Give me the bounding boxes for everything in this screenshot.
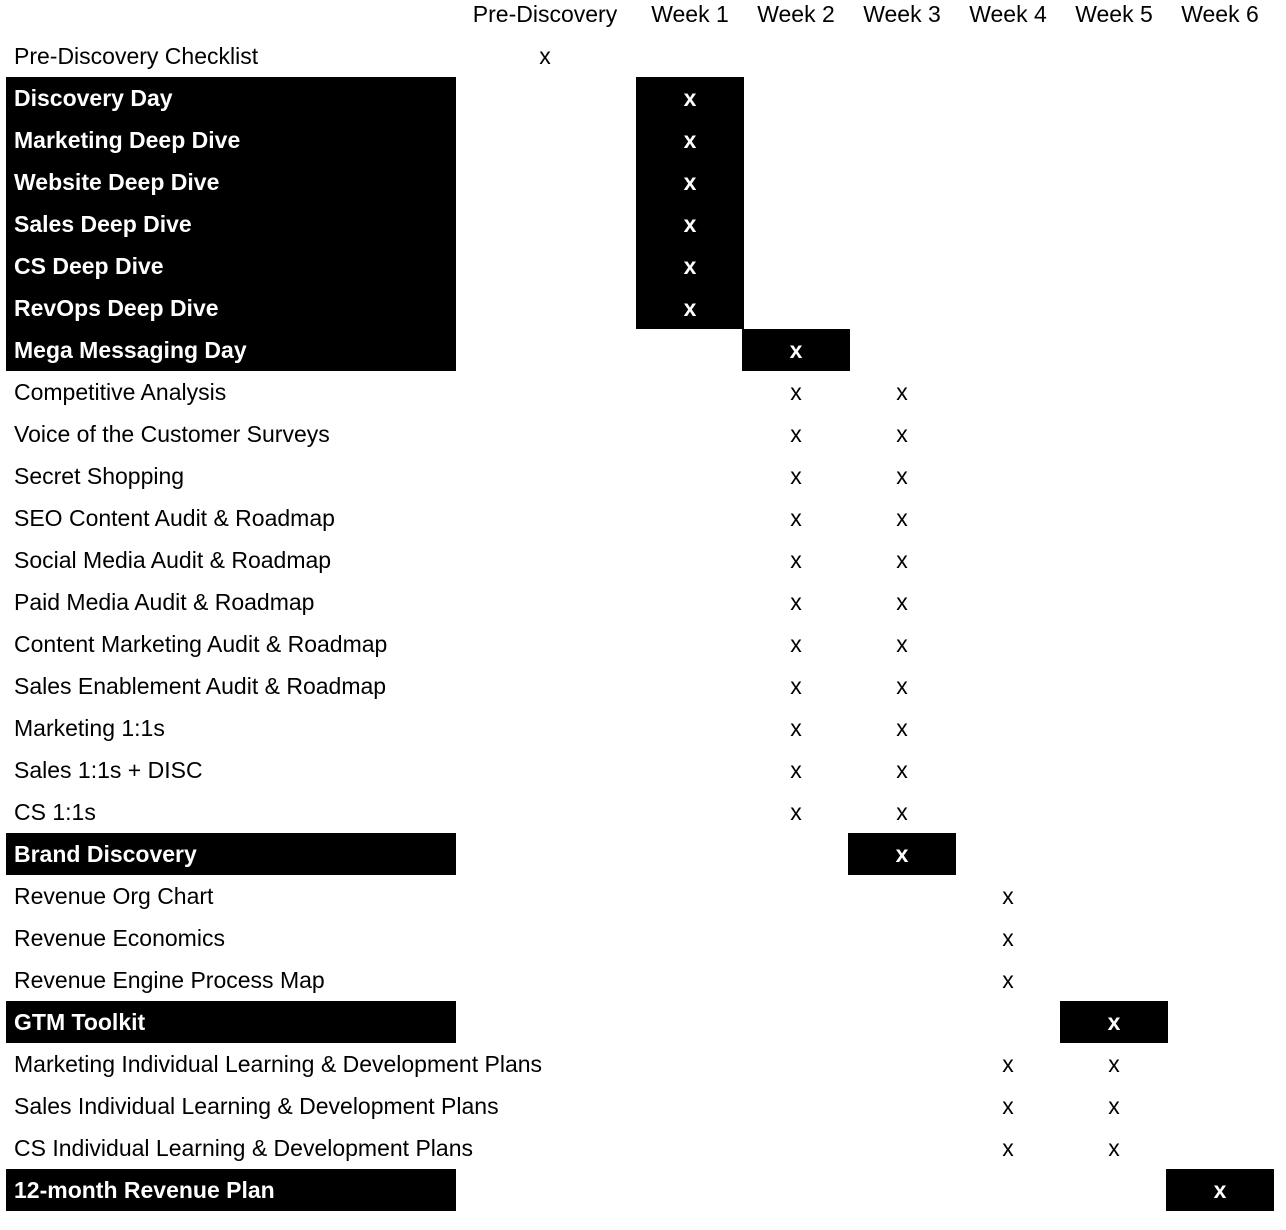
column-header: Week 2 xyxy=(757,1,835,27)
schedule-mark: x xyxy=(790,715,802,741)
schedule-mark: x xyxy=(742,329,850,371)
task-label: Discovery Day xyxy=(6,77,456,119)
schedule-mark: x xyxy=(1002,925,1014,951)
schedule-mark: x xyxy=(1060,1001,1168,1043)
task-row xyxy=(0,791,1286,833)
task-row xyxy=(0,35,1286,77)
schedule-mark: x xyxy=(1002,1135,1014,1161)
task-row xyxy=(0,623,1286,665)
task-label: Marketing Individual Learning & Development Plans xyxy=(14,1051,543,1077)
schedule-mark: x xyxy=(636,203,744,245)
schedule-mark: x xyxy=(1166,1169,1274,1211)
milestone-row xyxy=(0,203,1286,245)
schedule-mark: x xyxy=(790,547,802,573)
task-row xyxy=(0,1085,1286,1127)
task-row xyxy=(0,665,1286,707)
milestone-row xyxy=(0,77,1286,119)
milestone-row xyxy=(0,833,1286,875)
milestone-row xyxy=(0,119,1286,161)
schedule-mark: x xyxy=(636,245,744,287)
schedule-mark: x xyxy=(636,77,744,119)
task-row xyxy=(0,581,1286,623)
column-header: Pre-Discovery xyxy=(472,1,618,27)
task-label: Website Deep Dive xyxy=(6,161,456,203)
schedule-mark: x xyxy=(896,757,908,783)
milestone-row xyxy=(0,1001,1286,1043)
schedule-mark: x xyxy=(896,505,908,531)
column-header: Week 4 xyxy=(969,1,1047,27)
milestone-row xyxy=(0,287,1286,329)
task-row xyxy=(0,497,1286,539)
schedule-mark: x xyxy=(896,547,908,573)
schedule-mark: x xyxy=(790,673,802,699)
milestone-row xyxy=(0,329,1286,371)
task-row xyxy=(0,749,1286,791)
schedule-mark: x xyxy=(790,799,802,825)
schedule-mark: x xyxy=(790,631,802,657)
schedule-mark: x xyxy=(790,379,802,405)
task-row xyxy=(0,917,1286,959)
schedule-mark: x xyxy=(848,833,956,875)
task-row xyxy=(0,371,1286,413)
column-header: Week 5 xyxy=(1075,1,1153,27)
schedule-mark: x xyxy=(636,161,744,203)
task-label: CS Individual Learning & Development Plans xyxy=(14,1135,473,1161)
task-label: Sales Individual Learning & Development Plans xyxy=(14,1093,499,1119)
schedule-mark: x xyxy=(636,287,744,329)
schedule-mark: x xyxy=(896,463,908,489)
milestone-row xyxy=(0,161,1286,203)
task-row xyxy=(0,959,1286,1001)
task-label: Secret Shopping xyxy=(14,463,185,489)
schedule-mark: x xyxy=(896,715,908,741)
schedule-mark: x xyxy=(1002,1051,1014,1077)
schedule-mark: x xyxy=(1002,967,1014,993)
task-label: GTM Toolkit xyxy=(6,1001,456,1043)
schedule-mark: x xyxy=(790,589,802,615)
schedule-mark: x xyxy=(1002,1093,1014,1119)
schedule-mark: x xyxy=(1108,1051,1120,1077)
task-label: Sales Deep Dive xyxy=(6,203,456,245)
schedule-mark: x xyxy=(790,757,802,783)
schedule-mark: x xyxy=(896,631,908,657)
schedule-mark: x xyxy=(896,673,908,699)
milestone-row xyxy=(0,245,1286,287)
task-label: Marketing 1:1s xyxy=(14,715,165,741)
task-label: Revenue Org Chart xyxy=(14,883,214,909)
task-label: Pre-Discovery Checklist xyxy=(14,43,259,69)
schedule-mark: x xyxy=(896,421,908,447)
schedule-mark: x xyxy=(790,421,802,447)
task-label: Competitive Analysis xyxy=(14,379,227,405)
schedule-mark: x xyxy=(790,505,802,531)
task-row xyxy=(0,1043,1286,1085)
task-label: Sales Enablement Audit & Roadmap xyxy=(14,673,387,699)
task-label: CS 1:1s xyxy=(14,799,96,825)
task-row xyxy=(0,1127,1286,1169)
schedule-mark: x xyxy=(896,799,908,825)
task-row xyxy=(0,875,1286,917)
task-label: CS Deep Dive xyxy=(6,245,456,287)
task-label: Paid Media Audit & Roadmap xyxy=(14,589,315,615)
task-label: Sales 1:1s + DISC xyxy=(14,757,203,783)
schedule-mark: x xyxy=(1108,1093,1120,1119)
task-label: RevOps Deep Dive xyxy=(6,287,456,329)
schedule-mark: x xyxy=(636,119,744,161)
task-label: Brand Discovery xyxy=(6,833,456,875)
task-row xyxy=(0,707,1286,749)
task-row xyxy=(0,455,1286,497)
column-header: Week 3 xyxy=(863,1,941,27)
task-label: Revenue Economics xyxy=(14,925,225,951)
column-header: Week 1 xyxy=(651,1,729,27)
schedule-mark: x xyxy=(896,589,908,615)
task-row xyxy=(0,539,1286,581)
task-row xyxy=(0,413,1286,455)
schedule-mark: x xyxy=(896,379,908,405)
schedule-mark: x xyxy=(790,463,802,489)
task-label: SEO Content Audit & Roadmap xyxy=(14,505,335,531)
task-label: Marketing Deep Dive xyxy=(6,119,456,161)
task-label: Revenue Engine Process Map xyxy=(14,967,325,993)
task-label: 12-month Revenue Plan xyxy=(6,1169,456,1211)
task-label: Voice of the Customer Surveys xyxy=(14,421,330,447)
schedule-mark: x xyxy=(539,43,551,69)
task-label: Content Marketing Audit & Roadmap xyxy=(14,631,388,657)
schedule-mark: x xyxy=(1002,883,1014,909)
task-label: Social Media Audit & Roadmap xyxy=(14,547,332,573)
task-label: Mega Messaging Day xyxy=(6,329,456,371)
column-header: Week 6 xyxy=(1181,1,1259,27)
schedule-mark: x xyxy=(1108,1135,1120,1161)
milestone-row xyxy=(0,1169,1286,1211)
